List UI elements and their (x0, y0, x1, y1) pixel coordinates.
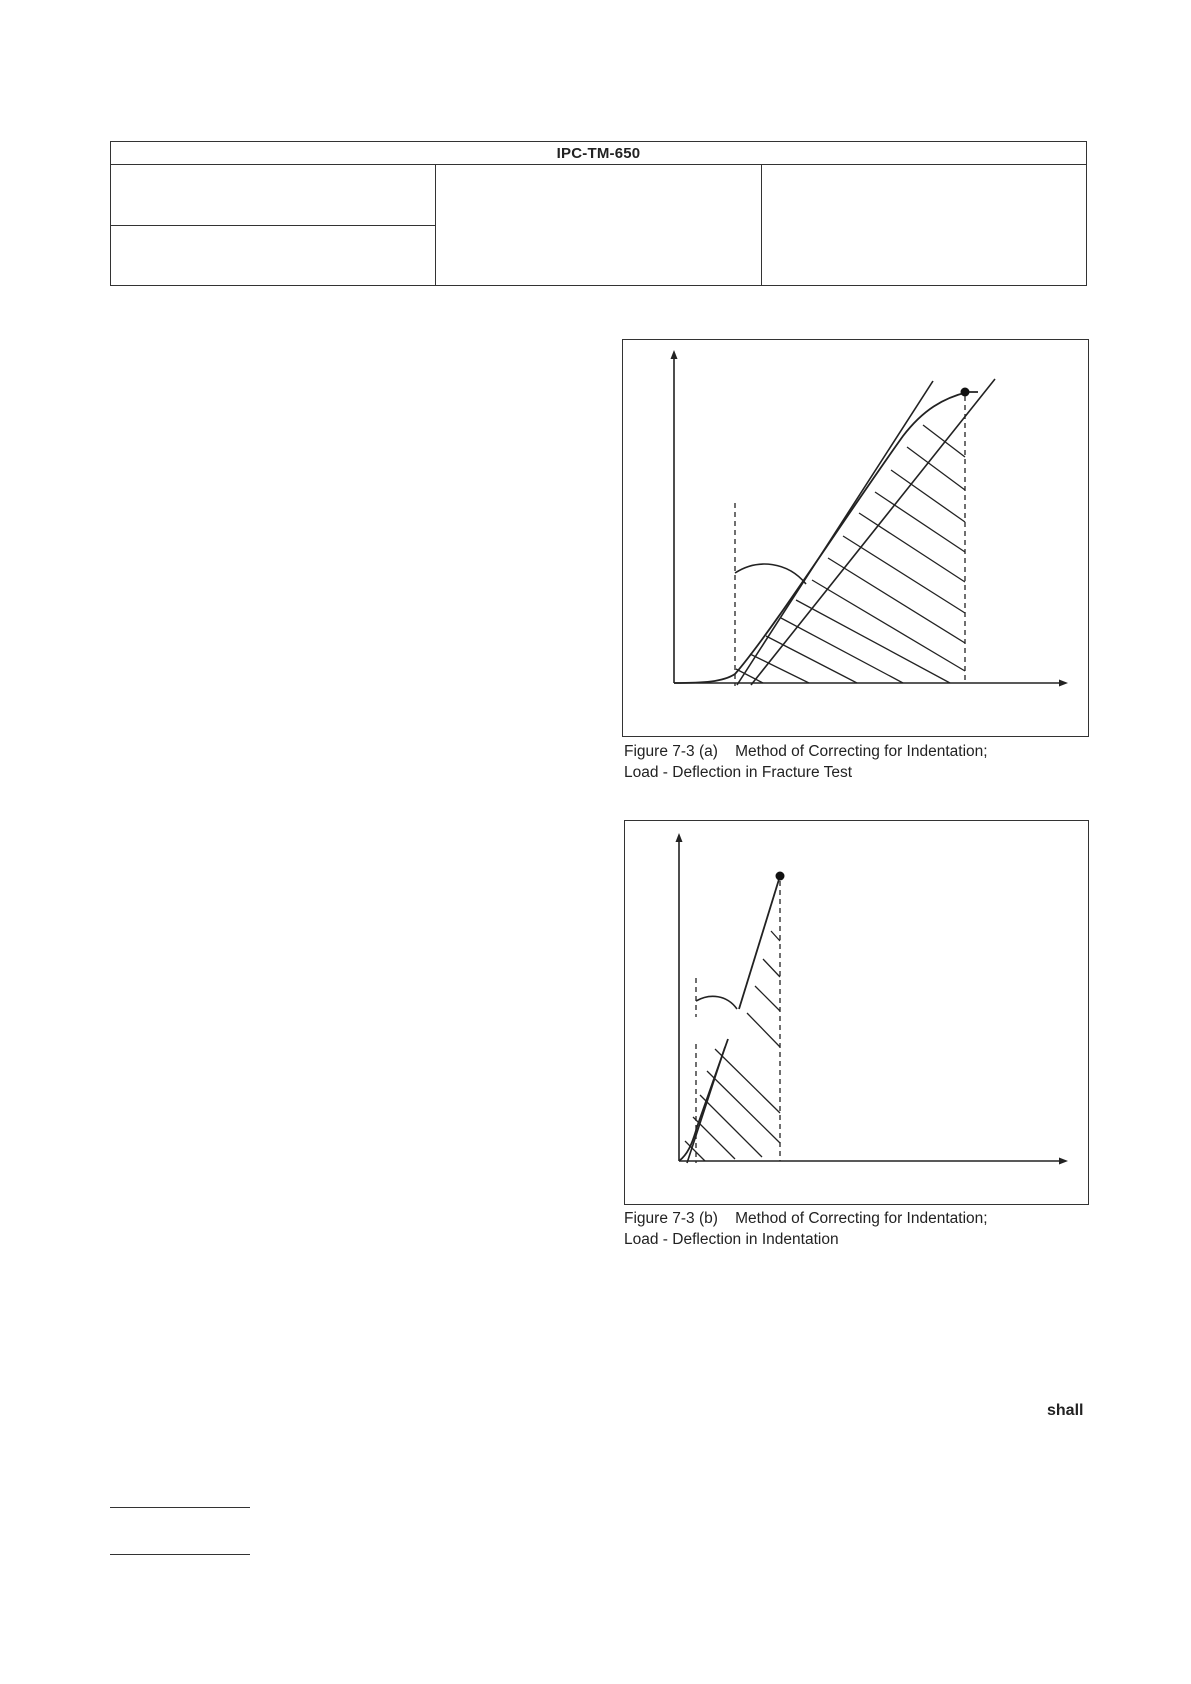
figure-a-caption-line2: Load - Deflection in Fracture Test (624, 764, 853, 781)
body-text-shall: shall (1047, 1402, 1084, 1419)
x-axis-arrow (1059, 680, 1068, 687)
figure-b-caption-line1: Figure 7-3 (b) Method of Correcting for Indentation; (624, 1210, 988, 1227)
y-axis-arrow (671, 350, 678, 359)
load-deflection-line-upper (739, 876, 780, 1009)
document-header-table (110, 141, 1087, 286)
x-axis-arrow (1059, 1158, 1068, 1165)
figure-b-caption (624, 1208, 988, 1250)
fracture-point (961, 388, 970, 397)
figure-a-caption-line1: Figure 7-3 (a) Method of Correcting for Indentation; (624, 743, 988, 760)
figure-a-caption (624, 741, 988, 783)
footnote-rule-2 (110, 1554, 250, 1555)
footnote-rule-1 (110, 1507, 250, 1508)
figure-a-box (622, 339, 1089, 737)
header-cell-date (761, 165, 1086, 286)
angle-arc (696, 996, 737, 1009)
figure-b-box (624, 820, 1089, 1205)
end-point (776, 872, 785, 881)
figure-a-diagram (623, 340, 1088, 736)
header-cell-subject (436, 165, 761, 286)
tangent-line-lower (687, 1047, 725, 1163)
load-deflection-curve (674, 392, 978, 683)
figure-b-caption-line2: Load - Deflection in Indentation (624, 1231, 839, 1248)
header-cell-number (111, 165, 436, 226)
tangent-line-1 (737, 381, 933, 685)
angle-arc (735, 564, 806, 584)
header-cell-revision (111, 226, 436, 286)
y-axis-arrow (676, 833, 683, 842)
figure-b-diagram (625, 821, 1088, 1204)
hatched-area (736, 425, 965, 683)
header-title: IPC-TM-650 (111, 142, 1087, 165)
